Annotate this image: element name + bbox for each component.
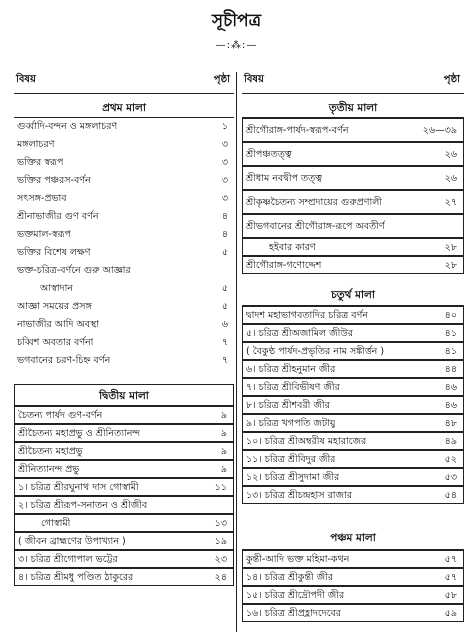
subject-header: বিষয় [244,74,264,85]
entry-page-number: ১৯ [214,536,227,547]
toc-entry [14,226,234,244]
entry-title: ৯। চরিত্র খগপতি জটায়ু [246,418,336,429]
entry-title: ভক্তির স্বরূপ [17,157,64,168]
entry-title: ভগবানের চরণ-চিহ্ন বর্ণন [17,355,111,366]
entry-title: শ্রীগৌরাঙ্গ-পার্ষদ-স্বরূপ-বর্ণন [246,125,349,136]
entry-title: ৭। চরিত্র শ্রীবিভীষণ জীর [246,382,340,393]
entry-page-number: ২৪ [214,572,227,583]
entry-page-number: ১১ [214,482,227,493]
entry-title: শ্রীভগবানের শ্রীগৌরাঙ্গ-রূপে অবতীর্ণ [246,221,385,232]
entry-page-number: ২৩ [214,554,227,565]
toc-entry [14,154,234,172]
toc-entry [242,586,464,604]
toc-entry [242,604,464,622]
toc-entry [242,396,464,414]
entry-page-number: ২৮ [444,260,457,271]
entry-page-number: ৪০ [444,310,457,321]
entry-title: ১৩। চরিত্র শ্রীচন্দ্রহাস রাজার [246,490,353,501]
entry-title: দ্বাদশ মহাভাগবতাদির চরিত্র বর্ণন [246,310,369,321]
toc-entry [14,568,234,586]
toc-entry [14,460,234,478]
right-column-header [242,72,464,94]
entry-page-number: ৩ [221,157,228,168]
entry-title: শ্রীনিত্যানন্দ প্রভু [18,464,80,475]
entry-title: সৎসঙ্গ-প্রভাব [17,193,67,204]
entry-title: শ্রীচৈতন্য মহাপ্রভু ও শ্রীনিত্যানন্দ [18,428,140,439]
entry-title: ২। চরিত্র শ্রীরূপ-সনাতন ও শ্রীজীব [18,500,148,511]
entry-title: শ্রীধাম নবদ্বীপ তত্ত্ব [246,173,323,184]
entry-page-number: ৬ [221,319,228,330]
toc-entry [14,406,234,424]
entry-page-number: ৪৯ [444,436,457,447]
toc-entry [242,486,464,504]
entry-page-number: ৫ [221,283,228,294]
entry-title: কুন্তী-আদি ভক্ত মহিমা-কথন [246,554,350,565]
entry-title: ৩। চরিত্র শ্রীগোপাল ভট্টের [18,554,118,565]
entry-title: ১৬। চরিত্র শ্রীপ্রহ্লাদদেবের [246,608,342,619]
toc-entry [242,118,464,142]
entry-page-number: ৪ [221,211,228,222]
entry-title: ১২। চরিত্র শ্রীসুদামা জীর [246,472,340,483]
right-column [242,72,464,622]
page-title: সূচীপত্র [211,11,262,31]
entry-title: আস্বাদান [40,283,74,294]
toc-entry [14,496,234,514]
entry-title: শ্রীচৈতন্য মহাপ্রভু [18,446,83,457]
toc-entry [242,342,464,360]
left-column-header [14,72,234,94]
entry-title: ১১। চরিত্র শ্রীবিদুর জীর [246,454,336,465]
entry-title: ১। চরিত্র শ্রীরঘুনাথ দাস গোস্বামী [18,482,139,493]
toc-entry [242,378,464,396]
entry-title: গোস্বামী [41,518,71,529]
entry-title: চৈতন্য পার্ষদ গুণ-বর্ণন [18,410,103,421]
entry-title: চব্বিশ অবতার বর্ণনা [17,337,94,348]
entry-page-number: ২৬ [444,173,457,184]
entry-page-number: ৫৭ [444,554,457,565]
entry-title: ৬। চরিত্র শ্রীহনুমান জীর [246,364,336,375]
entry-title: ৫। চরিত্র শ্রীঅজামিল জীউর [246,328,353,339]
entry-page-number: ৫৮ [444,590,457,601]
entry-page-number: ৫ [221,247,228,258]
entry-page-number: ৪৮ [444,418,457,429]
toc-entry [14,208,234,226]
entry-page-number: ১৩ [214,518,227,529]
section-title: প্রথম মালা [14,98,234,118]
section-title: চতুর্থ মালা [242,284,464,306]
toc-entry [14,478,234,496]
entry-title: নাভাজীর আদি অবস্থা [17,319,100,330]
page-header: পৃষ্ঠা [213,74,230,85]
entry-page-number: ৩ [221,175,228,186]
toc-entry [242,166,464,190]
subject-header: বিষয় [16,74,36,85]
entry-page-number: ৭ [221,337,228,348]
entry-page-number: ৪১ [444,328,457,339]
entry-title: শ্রীপঞ্চতত্ত্ব [246,149,292,160]
entry-page-number: ৫৩ [444,472,457,483]
toc-entry [242,450,464,468]
entry-page-number: ৩ [221,139,228,150]
entry-page-number: ২৬—৩৯ [422,125,457,136]
toc-entry [14,298,234,316]
column-divider [236,72,237,632]
entry-title: ভক্ত-চরিত্র-বর্ণনে গুরু আজ্ঞার [17,265,131,276]
entry-page-number: ৯ [220,410,227,421]
toc-entry [242,306,464,324]
entry-page-number: ১ [221,121,228,132]
entry-page-number: ৫৭ [444,572,457,583]
toc-entry [14,244,234,262]
entry-title: শ্রীনাভাজীর গুণ বর্ণন [17,211,99,222]
entry-title: ১৫। চরিত্র শ্রীদ্রৌপদী জীর [246,590,345,601]
toc-entry [14,424,234,442]
entry-page-number: ২৭ [444,197,457,208]
entry-page-number: ২৮ [444,242,457,253]
toc-entry [14,190,234,208]
entry-page-number: ৩ [221,193,228,204]
toc-entry [242,468,464,486]
toc-entry [242,214,464,238]
toc-entry [242,190,464,214]
toc-entry [242,568,464,586]
toc-entry [14,136,234,154]
entry-title: মঙ্গলাচরণ [17,139,55,150]
entry-title: আজ্ঞা সময়ের প্রসঙ্গ [17,301,92,312]
entry-title: ১৪। চরিত্র শ্রীকুন্তী জীর [246,572,334,583]
entry-page-number: ৪ [221,229,228,240]
entry-title: গুর্ব্বাদি-বন্দন ও মঙ্গলাচরণ [17,121,118,132]
entry-title: ( বৈকুণ্ঠ পার্ষদ-প্রভৃতির নাম সঙ্কীর্ত্তন ) [246,346,385,357]
entry-page-number: ৪৬ [444,400,457,411]
entry-title: ভক্তমাল-স্বরূপ [17,229,71,240]
entry-title: ৪। চরিত্র শ্রীমধু পণ্ডিত ঠাকুরের [18,572,134,583]
toc-entry [242,432,464,450]
entry-page-number: ৭ [221,355,228,366]
entry-title: ( জীবন ব্রাহ্মণের উপাখ্যান ) [18,536,126,547]
toc-entry [14,442,234,460]
toc-entry [242,414,464,432]
title-ornament: —:⁂:— [215,40,258,51]
section-title: তৃতীয় মালা [242,98,464,118]
page-header: পৃষ্ঠা [443,74,460,85]
entry-page-number: ৫২ [444,454,457,465]
toc-entry [14,532,234,550]
toc-entry [14,172,234,190]
entry-title: শ্রীকৃষ্ণচৈতন্য সম্প্রদায়ের গুরুপ্রণালী [246,197,383,208]
entry-title: শ্রীগৌরাঙ্গ-গণোদ্দেশ [246,260,322,271]
entry-page-number: ৫৪ [444,490,457,501]
toc-entry [242,142,464,166]
toc-entry [242,324,464,342]
toc-entry [14,352,234,370]
toc-entry [242,550,464,568]
entry-page-number: ৪৬ [444,382,457,393]
entry-page-number: ৪১ [444,346,457,357]
entry-page-number: ৯ [220,446,227,457]
entry-page-number: ২৬ [444,149,457,160]
entry-page-number: ৯ [220,428,227,439]
entry-title: ১০। চরিত্র শ্রীঅম্বরীষ মহারাজের [246,436,367,447]
toc-entry [242,256,464,274]
toc-entry [14,262,234,280]
left-column [14,72,234,586]
entry-page-number: ৪৪ [444,364,457,375]
entry-page-number: ৫ [221,301,228,312]
toc-entry [14,280,234,298]
entry-title: ভক্তির বিশেষ লক্ষণ [17,247,91,258]
toc-entry [14,316,234,334]
entry-page-number: ৯ [220,464,227,475]
toc-entry [242,360,464,378]
toc-entry [14,118,234,136]
toc-entry [242,238,464,256]
entry-title: ভক্তির পঞ্চরস-বর্ণন [17,175,91,186]
entry-title: হইবার কারণ [269,242,316,253]
entry-title: ৮। চরিত্র শ্রীশবরী জীর [246,400,330,411]
entry-page-number: ৫৯ [444,608,457,619]
toc-entry [14,514,234,532]
toc-entry [14,550,234,568]
section-title: দ্বিতীয় মালা [14,384,234,406]
toc-entry [14,334,234,352]
section-title: পঞ্চম মালা [242,526,464,550]
